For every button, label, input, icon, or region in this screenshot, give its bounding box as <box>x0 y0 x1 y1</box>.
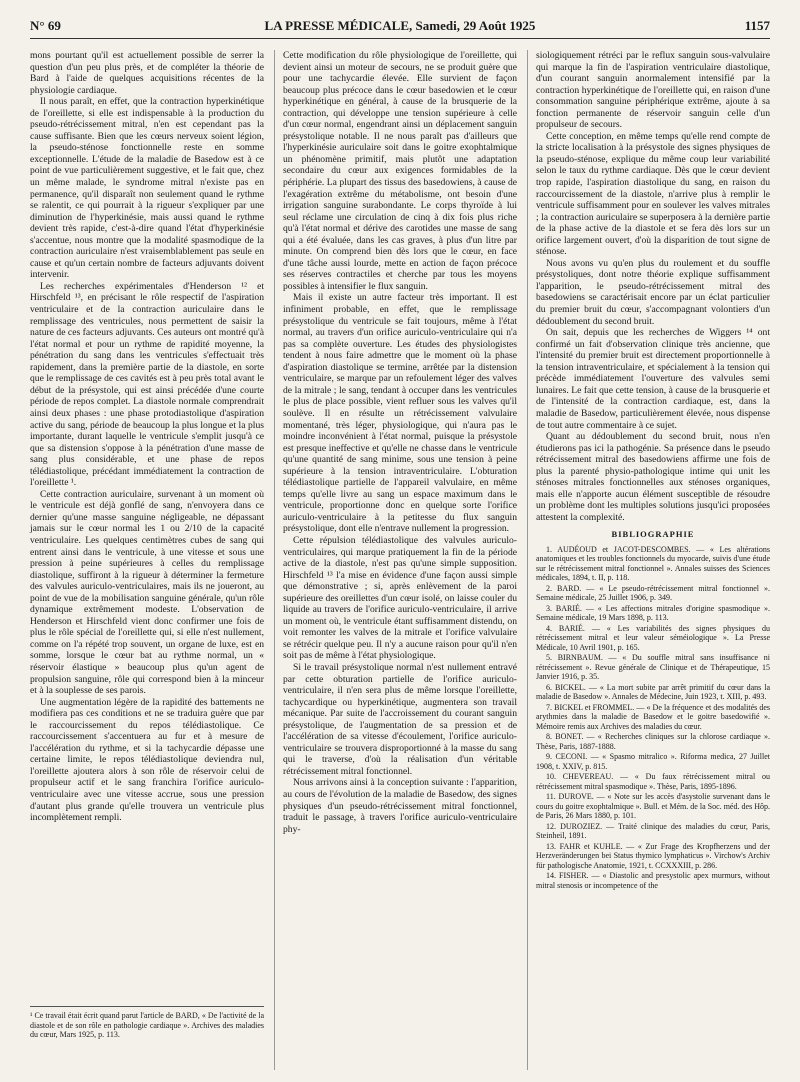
bibliography-entry: 10. CHEVEREAU. — « Du faux rétrécissement mitral ou rétrécissement mitral spasmodique ». Thèse, Paris, 1895-1896. <box>536 772 770 791</box>
paragraph: Mais il existe un autre facteur très important. Il est infiniment probable, en effet, que le remplissage présystolique du ventricule se fait toujours, même à l'état normal, au travers d'un orifice auriculo-ventriculaire qui n'a pas sa complète ouverture. Les études des physiologistes tendent à nous faire admettre que le moment où la phase d'aspiration diastolique se termine, arrêtée par la distension ventriculaire, se marque par un refoulement léger des valves de la mitrale ; le sang, tendant à occuper dans les ventricules le plus de place possible, vient refluer sous les valves qu'il soulève. Il en résulte un rétrécissement valvulaire momentané, très léger, physiologique, qui n'aura pas le moindre inconvénient à l'état normal, puisque la présystole est presque ineffective et qu'elle ne chasse dans le ventricule qu'une quantité de sang minime, sous une tension à peine supérieure à la tension intraventriculaire. L'obturation télédiastolique partielle de l'appareil valvulaire, en même temps qu'elle livre au sang un espace maximum dans le ventricule, proportionne donc en quelque sorte l'orifice auriculo-ventriculaire à la petitesse du flux sanguin présystolique, dont elle n'entrave nullement la progression. <box>283 292 517 535</box>
issue-number: N° 69 <box>30 18 61 33</box>
bibliography-entry: 8. BONET. — « Recherches cliniques sur la chlorose cardiaque ». Thèse, Paris, 1887-1888. <box>536 732 770 751</box>
paragraph: Cette répulsion télédiastolique des valvules auriculo-ventriculaires, qui marque pratiquement la fin de la période active de la diastole, n'est pas qu'une simple supposition. Hirschfeld ¹³ l'a mise en évidence d'une façon aussi simple que démonstrative ; si, après enlèvement de la paroi supérieure des oreillettes d'un cœur isolé, on laisse couler du liquide au travers de l'orifice auriculo-ventriculaire, il arrive un moment où, le ventricule étant suffisamment distendu, on voit remonter les valves de la mitrale et l'orifice valvulaire se rétrécir quelque peu. Il n'y a aucune raison pour qu'il n'en soit pas de même à l'état physiologique. <box>283 534 517 662</box>
bibliography-entry: 13. FAHR et KUHLE. — « Zur Frage des Kropfherzens und der Herzveränderungen bei Status thymico lymphaticus ». Virchow's Archiv für pathologische Anatomie, 1921, t. CCXXXIII, p. 286. <box>536 841 770 870</box>
bibliography-entry: 5. BIRNBAUM. — « Du souffle mitral sans insuffisance ni rétrécissement ». Revue générale de Clinique et de Thérapeutique, 15 Janvier 1916, p. 35. <box>536 653 770 682</box>
page-header <box>30 14 770 39</box>
paragraph: Cette conception, en même temps qu'elle rend compte de la stricte localisation à la présystole des signes physiques de la pseudo-sténose, explique du même coup leur variabilité selon le taux du rythme cardiaque. Dès que le cœur devient trop rapide, l'aspiration diastolique du sang, en raison du raccourcissement de la diastole, n'arrive plus à remplir le ventricule suffisamment pour en soulever les valves mitrales ; la contraction auriculaire se superposera à la dernière partie de la phase active de la diastole et se fera dès lors sur un orifice largement ouvert, d'où la disparition de tout signe de sténose. <box>536 130 770 258</box>
paragraph: Il nous paraît, en effet, que la contraction hyperkinétique de l'oreillette, si elle est indispensable à la production du pseudo-rétrécissement mitral, n'en est cependant pas la cause suffisante. Bien que les cœurs nerveux soient légion, la pseudo-sténose fonctionnelle reste en somme exceptionnelle. L'étude de la maladie de Basedow est à ce point de vue particulièrement suggestive, et le fait que, chez un même malade, le syndrome mitral n'existe pas en permanence, qu'il disparaît non seulement quand le rythme se ralentit, ce qui pourrait à la rigueur s'expliquer par une diminution de l'hyperkinésie, mais aussi quand le rythme devient très rapide, c'est-à-dire quand l'état d'hyperkinésie s'accentue, nous montre que la modalité spasmodique de la contraction auriculaire n'est vraisemblablement pas seule en cause et qu'un certain nombre de facteurs adjuvants doivent intervenir. <box>30 96 264 281</box>
paragraph: Si le travail présystolique normal n'est nullement entravé par cette obturation partielle de l'orifice auriculo-ventriculaire, il n'en sera plus de même lorsque l'oreillette, tachycardique ou hyperkinétique, augmentera son travail mécanique. Par suite de l'accroissement du courant sanguin présystolique, de l'augmentation de sa pression et de l'accélération de sa vitesse d'écoulement, l'orifice auriculo-ventriculaire se trouvera disproportionné à la masse du sang qui le traverse, d'où la réalisation d'un véritable rétrécissement mitral fonctionnel. <box>283 661 517 777</box>
paragraph: mons pourtant qu'il est actuellement possible de serrer la question d'un peu plus près, et de compléter la théorie de Bard à l'aide de quelques acquisitions récentes de la physiologie cardiaque. <box>30 50 264 96</box>
footnote: ¹ Ce travail était écrit quand parut l'article de BARD, « De l'activité de la diastole et de son rôle en pathologie cardiaque ». Archives des maladies du cœur, Mars 1925, p. 113. <box>30 1006 264 1040</box>
paragraph: Une augmentation légère de la rapidité des battements ne modifiera pas ces conditions et ne se traduira guère que par le raccourcissement du repos télédiastolique. Ce raccourcissement s'accentuera au fur et à mesure de l'accélération du rythme, et si la tachycardie dépasse une certaine limite, le repos télédiastolique deviendra nul, l'oreillette ajoutera alors à son rôle de réservoir celui de propulseur actif et le sang franchira l'orifice auriculo-ventriculaire avec une vitesse accrue, sous une pression d'autant plus grande qu'elle trouvera un ventricule plus incomplètement rempli. <box>30 696 264 824</box>
page-number: 1157 <box>744 18 770 33</box>
bibliography-entry: 12. DUROZIEZ. — Traité clinique des maladies du cœur, Paris, Steinheil, 1891. <box>536 821 770 841</box>
paragraph: Nous arrivons ainsi à la conception suivante : l'apparition, au cours de l'évolution de la maladie de Basedow, des signes physiques d'un pseudo-rétrécissement mitral fonctionnel, traduit le passage, à travers l'orifice auriculo-ventriculaire phy- <box>283 777 517 835</box>
column-1 <box>30 50 264 1050</box>
bibliography-entry: 3. BARIÉ. — « Les affections mitrales d'origine spasmodique ». Semaine médicale, 19 Mars 1898, p. 113. <box>536 603 770 623</box>
bibliography-entry: 14. FISHER. — « Diastolic and presystolic apex murmurs, without mitral stenosis or incompetence of the <box>536 871 770 890</box>
paragraph: Quant au dédoublement du second bruit, nous n'en étudierons pas ici la pathogénie. Sa présence dans le pseudo rétrécissement mitral des basedowiens affirme une fois de plus la parenté physio-pathologique intime qui unit les sténoses mitrales fonctionnelles aux sténoses organiques, mais elle n'apporte aucun élément susceptible de résoudre un problème dont les multiples solutions jusqu'ici proposées attestent la complexité. <box>536 431 770 523</box>
bibliography-entry: 6. BICKEL. — « La mort subite par arrêt primitif du cœur dans la maladie de Basedow ». Annales de Médecine, Juin 1923, t. XIII, p. 493. <box>536 682 770 702</box>
bibliography-entry: 2. BARD. — « Le pseudo-rétrécissement mitral fonctionnel ». Semaine médicale, 25 Juillet 1906, p. 349. <box>536 583 770 603</box>
column-3 <box>536 50 770 1075</box>
bibliography-entry: 1. AUDÉOUD et JACOT-DESCOMBES. — « Les altérations anatomiques et les troubles fonctionnels du myocarde, suivis d'une étude sur le rétrécissement mitral fonctionnel ». Annales suisses des Sciences médicales, 1894, t. II, p. 118. <box>536 544 770 583</box>
bibliography-entry: 11. DUROVE. — « Note sur les accès d'asystolie survenant dans le cours du goitre exophtalmique ». Bull. et Mém. de la Soc. méd. des Hôp. de Paris, 26 Mars 1880, p. 101. <box>536 792 770 821</box>
bibliography-entry: 9. CECONI. — « Spasmo mitralico ». Riforma medica, 27 Juillet 1908, t. XXIV, p. 815. <box>536 752 770 771</box>
bibliography-entry: 4. BARIÉ. — « Les variabilités des signes physiques du rétrécissement mitral et leur valeur séméiologique ». La Presse Médicale, 10 Avril 1901, p. 165. <box>536 623 770 652</box>
paragraph: Les recherches expérimentales d'Henderson ¹² et Hirschfeld ¹³, en précisant le rôle respectif de l'aspiration ventriculaire et de la contraction auriculaire dans le remplissage des ventricules, nous permettent de saisir la nature de ces facteurs adjuvants. Ces auteurs ont montré qu'à l'état normal et pour un rythme de rapidité moyenne, la pénétration du sang dans les ventricules s'effectuait très rapidement, dans la première partie de la diastole, en sorte que le remplissage de ces cavités est à peu près total avant le début de la présystole, qui est ainsi précédée d'une courte période de repos complet. La diastole normale comprendrait ainsi deux phases : une phase protodiastolique d'aspiration active du sang, période de beaucoup la plus longue et la plus importante, durant laquelle le ventricule s'emplit jusqu'à ce que sa distension s'oppose à la pénétration d'une masse de sang plus considérable, et une phase de repos télédiastolique, précédant immédiatement la contraction de l'oreillette ¹. <box>30 280 264 489</box>
paragraph: Cette modification du rôle physiologique de l'oreillette, qui devient ainsi un moteur de secours, ne se produit guère que pour une tachycardie élevée. Elle survient de façon beaucoup plus précoce dans le cœur basedowien et le cœur hyperkinétique en général, à cause de la brusquerie de la contraction, qui développe une tension supérieure à celle d'un cœur normal, engendrant ainsi un déplacement sanguin présystolique notable. Il ne nous paraît pas d'ailleurs que l'hyperkinésie auriculaire soit dans le goitre exophtalmique un phénomène primitif, mais plutôt une adaptation secondaire du cœur aux exigences formidables de la périphérie. La plupart des tissus des basedowiens, à cause de l'exagération extrême du métabolisme, ont besoin d'une irrigation sanguine surabondante. Le corps thyroïde à lui seul réclame une circulation de cinq à dix fois plus riche qu'à l'état normal et dérive des carotides une masse de sang qui a été évaluée, dans les cas graves, à plus d'un litre par minute. On comprend bien dès lors que le cœur, en face d'une tâche aussi lourde, mette en action de façon précoce ses réserves contractiles et cherche par tous les moyens possibles à intensifier le flux sanguin. <box>283 50 517 292</box>
column-rule <box>527 50 528 1070</box>
publication-title: LA PRESSE MÉDICALE, Samedi, 29 Août 1925 <box>264 18 536 33</box>
paragraph: Nous avons vu qu'en plus du roulement et du souffle présystoliques, dont notre théorie explique suffisamment l'apparition, le pseudo-rétrécissement mitral des basedowiens se caractérisait encore par un éclat particulier du premier bruit du cœur, s'accompagnant volontiers d'un dédoublement du second bruit. <box>536 257 770 327</box>
bibliography-entry: 7. BICKEL et FROMMEL. — « De la fréquence et des modalités des arythmies dans la maladie de Basedow et le goitre basedowifié ». Mémoire remis aux Archives des maladies du cœur. <box>536 702 770 731</box>
paragraph: siologiquement rétréci par le reflux sanguin sous-valvulaire qui marque la fin de l'aspiration ventriculaire diastolique, d'un courant sanguin anormalement intensifié par la contraction hyperkinétique de l'oreillette qui, en raison d'une consommation sanguine périphérique extrême, ajoute à sa fonction permanente de réservoir sanguin celle d'un propulseur de secours. <box>536 50 770 131</box>
column-rule <box>274 50 275 1070</box>
column-2 <box>283 50 517 1075</box>
column-3-body <box>536 50 770 523</box>
paragraph: On sait, depuis que les recherches de Wiggers ¹⁴ ont confirmé un fait d'observation clinique très ancienne, que l'intensité du premier bruit est directement proportionnelle à la tension intraventriculaire, et spécialement à la tension qui précède immédiatement l'ouverture des valvules semi lunaires. Le fait que cette tension, à cause de la brusquerie et de l'intensité de la contraction cardiaque, est, dans la maladie de Basedow, particulièrement élevée, nous dispense de tout autre commentaire à ce sujet. <box>536 327 770 431</box>
bibliography-title: BIBLIOGRAPHIE <box>611 529 695 540</box>
bibliography-list <box>536 545 770 891</box>
paragraph: Cette contraction auriculaire, survenant à un moment où le ventricule est déjà gonflé de sang, n'envoyera dans ce dernier qu'une masse sanguine négligeable, ne dépassant jamais sur le cœur normal les 1 ou 2/10 de la capacité ventriculaire. Les quelques centimètres cubes de sang qui entrent ainsi dans le ventricule, à une vitesse et sous une pression à peine supérieures à celles du remplissage diastolique, suffiront à la rigueur à déterminer la fermeture des valvules auriculo-ventriculaires, mais ils ne joueront, au point de vue de la mobilisation sanguine générale, qu'un rôle dynamique extrêmement modeste. L'observation de Henderson et Hirschfeld vient donc confirmer une fois de plus le rôle spécial de l'oreillette qui, si elle n'est nullement, comme on l'a répété trop souvent, un organe de luxe, est en somme, lorsque le cœur bat au rythme normal, un « réservoir élastique » beaucoup plus qu'un agent de propulsion sanguine, rôle qui correspond bien à la minceur et à la souplesse de ses parois. <box>30 488 264 697</box>
